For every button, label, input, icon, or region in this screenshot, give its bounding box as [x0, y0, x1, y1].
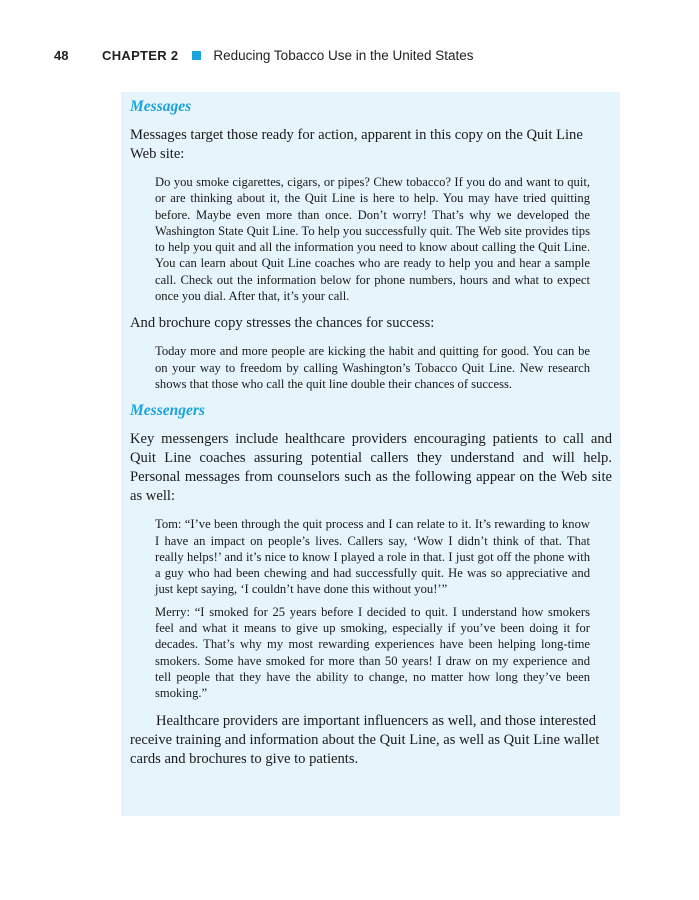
messages-intro: Messages target those ready for action, apparent in this copy on the Quit Line Web site: — [130, 127, 583, 162]
brochure-intro: And brochure copy stresses the chances for success: — [130, 315, 435, 332]
brochure-quote: Today more and more people are kicking the habit and quitting for good. You can be on your way to freedom by calling Washington’s Tobacco Quit Line. New research shows that those who call the quit line double their chances of success. — [155, 344, 590, 391]
chapter-title: Reducing Tobacco Use in the United States — [213, 48, 474, 63]
tom-quote: Tom: “I’ve been through the quit process and I can relate to it. It’s rewarding to know I have an impact on people’s lives. Callers say, ‘Wow I didn’t think of that. That really helps!’ and it’s nice to know I played a role in that. I just got off the phone with a guy who had been chewing and had successfully quit. He was so appreciative and just kept saying, ‘I couldn’t have done this without you!’” — [155, 517, 590, 597]
closing-paragraph: Healthcare providers are important influencers as well, and those interested receive training and information about the Quit Line, as well as Quit Line wallet cards and brochures to give to patients. — [130, 712, 600, 767]
messengers-intro: Key messengers include healthcare providers encouraging patients to call and Quit Line coaches assuring potential callers they understand and will help. Personal messages from counselors such as the following appear on the Web site as well: — [130, 431, 612, 505]
messengers-heading: Messengers — [130, 402, 205, 420]
merry-quote: Merry: “I smoked for 25 years before I decided to quit. I understand how smokers feel and what it means to give up smoking, especially if you’ve been doing it for decades. That’s why my most rewarding experiences have been helping long-time smokers. Some have smoked for more than 50 years! I draw on my experience and tell people that they have the ability to change, no matter how long they’ve been smoking.” — [155, 604, 590, 701]
web-site-quote: Do you smoke cigarettes, cigars, or pipes? Chew tobacco? If you do and want to quit, or are thinking about it, the Quit Line is here to help. You may have tried quitting before. Maybe even more than once. Don’t worry! That’s why we developed the Washington State Quit Line. To help you successfully quit. The Web site provides tips to help you quit and all the information you need to know about calling the Quit Line. You can learn about Quit Line coaches who are ready to help you and hear a sample call. Check out the information below for phone numbers, hours and what to expect once you dial. After that, it’s your call. — [155, 175, 590, 304]
messages-heading: Messages — [130, 98, 192, 115]
chapter-label: CHAPTER 2 — [102, 48, 179, 63]
page-number: 48 — [54, 48, 69, 63]
running-head — [54, 48, 474, 63]
square-bullet-icon — [192, 51, 201, 60]
case-study-box — [121, 92, 620, 816]
